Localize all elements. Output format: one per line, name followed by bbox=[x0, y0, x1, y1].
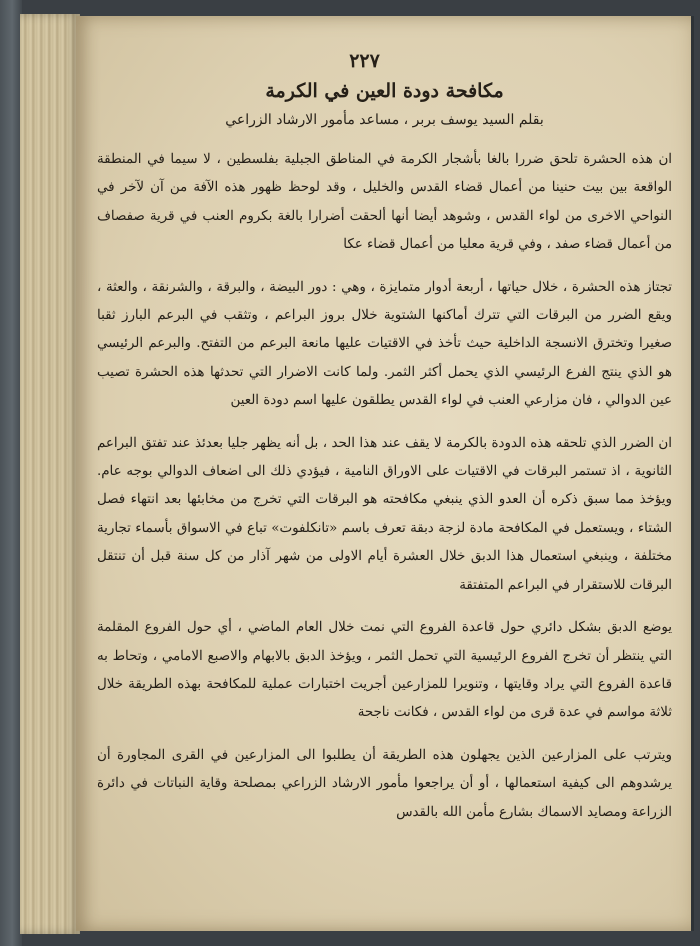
author-byline: بقلم السيد يوسف بربر ، مساعد مأمور الارشاد الزراعي bbox=[225, 112, 544, 128]
right-edge-frame bbox=[691, 16, 694, 931]
page-edges bbox=[20, 14, 80, 934]
paragraph-3: ان الضرر الذي تلحقه هذه الدودة بالكرمة لا يقف عند هذا الحد ، بل أنه يظهر جليا بعدئذ عند تفتق البراعم الثانوية ، اذ تستمر البرقات في الاقتيات على الاوراق النامية ، فيؤدي ذلك الى اضعاف الدوالي بوجه عام. ويؤخذ مما سبق ذكره أن العدو الذي ينبغي مكافحته هو البرقات التي تخرج من مخابئها بعد انتهاء فصل الشتاء ، ويستعمل في المكافحة مادة لزجة دبقة تعرف باسم «تانكلفوت» تباع في الاسواق بأسماء تجارية مختلفة ، وينبغي استعمال هذا الدبق خلال العشرة أيام الاولى من شهر آذار من كل سنة قبل أن تنتقل البرقات للاستقرار في البراعم المتفتقة bbox=[97, 435, 672, 593]
paragraph-1: ان هذه الحشرة تلحق ضررا بالغا بأشجار الكرمة في المناطق الجبلية بفلسطين ، لا سيما في المنطقة الواقعة بين بيت حنينا من أعمال قضاء القدس والخليل ، وقد لوحظ ظهور هذه الآفة من آن لآخر في النواحي الاخرى من لواء القدس ، وشوهد أيضا أنها ألحقت أضرارا بالغة بكروم العنب في قرية صفصاف من أعمال قضاء صفد ، وفي قرية معليا من أعمال قضاء عكا bbox=[97, 152, 672, 253]
paragraph-4: يوضع الدبق بشكل دائري حول قاعدة الفروع التي نمت خلال العام الماضي ، أي حول الفروع المقلمة التي ينتظر أن تخرج الفروع الرئيسية التي تحمل الثمر ، ويؤخذ الدبق بالابهام والاصبع الامامي ، وتحاط به قاعدة الفروع التي يراد وقايتها ، وتنويرا للمزارعين أجريت اختبارات عملية للمكافحة بهذه الطريقة خلال ثلاثة مواسم في عدة قرى من لواء القدس ، فكانت ناجحة bbox=[97, 620, 672, 721]
page-content bbox=[97, 50, 672, 841]
paragraph-2: تجتاز هذه الحشرة ، خلال حياتها ، أربعة أدوار متمايزة ، وهي : دور البيضة ، والبرقة ، والشرنقة ، والعثة ، ويقع الضرر من البرقات التي تترك أماكنها الشتوية خلال بروز البراعم ، وتثقب في البرعم البارز ثقبا صغيرا وتخترق الانسجة الداخلية حيث تأخذ في الاقتيات عليها مانعة البرعم من التفتح. والبرعم الرئيسي هو الذي ينتج الفرع الرئيسي الذي يحمل أكثر الثمر. ولما كانت الاضرار التي تحدثها هذه الحشرة تصيب عين الدوالي ، فان مزارعي العنب في لواء القدس يطلقون عليها اسم دودة العين bbox=[97, 279, 672, 409]
article-title: مكافحة دودة العين في الكرمة bbox=[265, 80, 504, 102]
book-spine bbox=[0, 0, 22, 946]
paragraph-5: ويترتب على المزارعين الذين يجهلون هذه الطريقة أن يطلبوا الى المزارعين في القرى المجاورة أن يرشدوهم الى كيفية استعمالها ، أو أن يراجعوا مأمور الارشاد الزراعي بمصلحة وقاية النباتات في دائرة الزراعة ومصايد الاسماك بشارع مأمن الله بالقدس bbox=[97, 747, 672, 820]
page-number: ٢٢٧ bbox=[349, 50, 380, 72]
